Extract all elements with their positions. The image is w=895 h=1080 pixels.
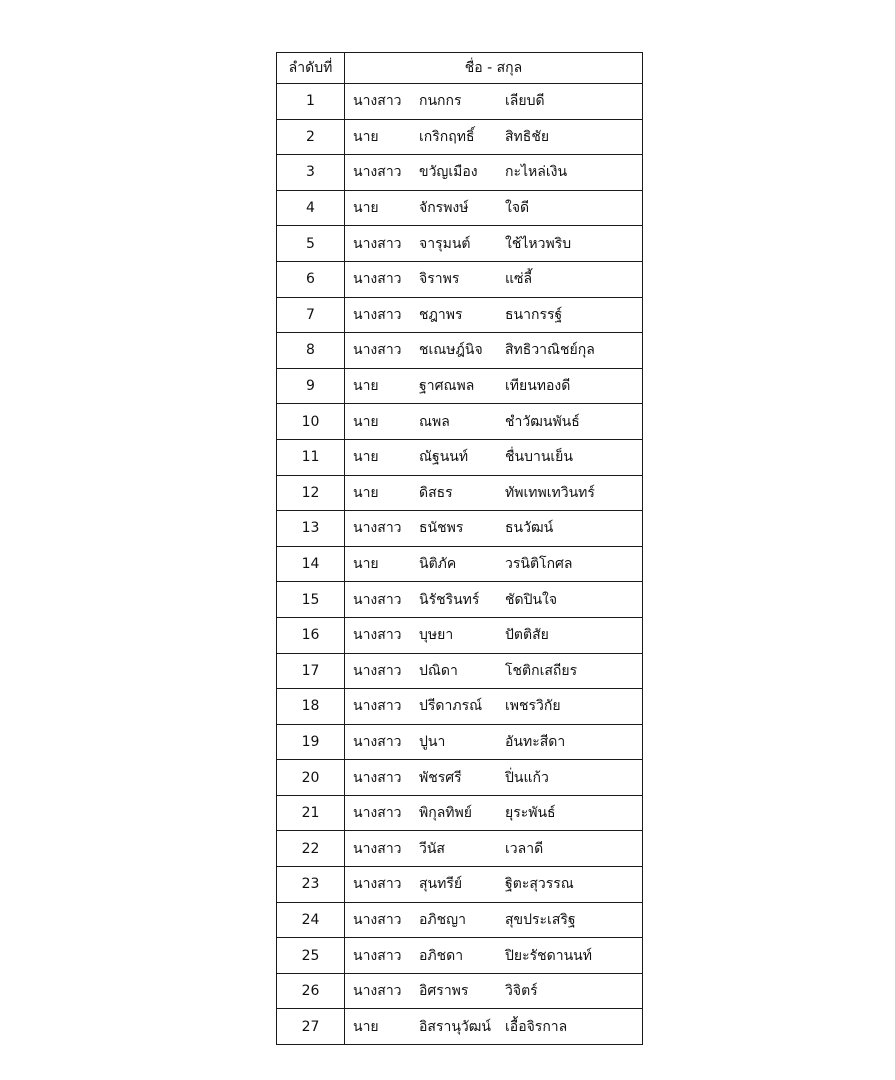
- first-name: ธนัชพร: [419, 520, 464, 537]
- table-row: [277, 724, 643, 760]
- first-name: บุษยา: [419, 627, 454, 644]
- last-name: เทียนทองดี: [505, 378, 571, 395]
- full-name-cell: [345, 795, 643, 831]
- full-name-cell: [345, 973, 643, 1009]
- name-title: นางสาว: [353, 662, 402, 679]
- table-row: [277, 689, 643, 725]
- last-name: ธนวัฒน์: [505, 520, 554, 537]
- table-row: [277, 404, 643, 440]
- last-name: ธนากรรฐ์: [505, 306, 563, 323]
- row-number: 11: [277, 439, 345, 475]
- name-title: นางสาว: [353, 520, 402, 537]
- row-number: 4: [277, 190, 345, 226]
- last-name: โชติกเสถียร: [505, 662, 578, 679]
- row-number: 20: [277, 760, 345, 796]
- row-number: 7: [277, 297, 345, 333]
- table-row: [277, 831, 643, 867]
- first-name: ดิสธร: [419, 484, 453, 501]
- first-name: จักรพงษ์: [419, 200, 469, 217]
- row-number: 18: [277, 689, 345, 725]
- name-title: นาย: [353, 413, 379, 430]
- first-name: อิสรานุวัฒน์: [419, 1018, 491, 1035]
- row-number: 25: [277, 938, 345, 974]
- last-name: เวลาดี: [505, 840, 544, 857]
- last-name: ชื่นบานเย็น: [505, 449, 573, 466]
- row-number: 26: [277, 973, 345, 1009]
- first-name: อภิชญา: [419, 911, 466, 928]
- first-name: อิศราพร: [419, 983, 469, 1000]
- last-name: แซ่ลี้: [505, 271, 533, 288]
- table-row: [277, 475, 643, 511]
- table-row: [277, 261, 643, 297]
- first-name: วีนัส: [419, 840, 445, 857]
- full-name-cell: [345, 511, 643, 547]
- full-name-cell: [345, 155, 643, 191]
- name-title: นางสาว: [353, 591, 402, 608]
- last-name: ยุระพันธ์: [505, 805, 556, 822]
- last-name: ปิ่นแก้ว: [505, 769, 549, 786]
- table-row: [277, 582, 643, 618]
- table-row: [277, 190, 643, 226]
- full-name-cell: [345, 938, 643, 974]
- first-name: ปณิดา: [419, 662, 458, 679]
- first-name: ปูนา: [419, 733, 446, 750]
- table-row: [277, 795, 643, 831]
- name-title: นาย: [353, 1018, 379, 1035]
- row-number: 24: [277, 902, 345, 938]
- first-name: ฐาศณพล: [419, 378, 475, 395]
- full-name-cell: [345, 226, 643, 262]
- table-row: [277, 653, 643, 689]
- name-title: นางสาว: [353, 876, 402, 893]
- full-name-cell: [345, 617, 643, 653]
- first-name: นิติภัค: [419, 556, 457, 573]
- row-number: 14: [277, 546, 345, 582]
- full-name-cell: [345, 546, 643, 582]
- full-name-cell: [345, 689, 643, 725]
- full-name-cell: [345, 333, 643, 369]
- row-number: 19: [277, 724, 345, 760]
- last-name: ชำวัฒนพันธ์: [505, 413, 580, 430]
- first-name: ชเณษฎ์นิจ: [419, 342, 483, 359]
- row-number: 15: [277, 582, 345, 618]
- last-name: ฐิตะสุวรรณ: [505, 876, 574, 893]
- table-row: [277, 226, 643, 262]
- row-number: 3: [277, 155, 345, 191]
- table-row: [277, 297, 643, 333]
- first-name: พัชรศรี: [419, 769, 462, 786]
- name-title: นางสาว: [353, 805, 402, 822]
- table-row: [277, 333, 643, 369]
- last-name: อันทะสีดา: [505, 733, 566, 750]
- name-title: นางสาว: [353, 235, 402, 252]
- first-name: พิกุลทิพย์: [419, 805, 472, 822]
- full-name-cell: [345, 190, 643, 226]
- table-row: [277, 546, 643, 582]
- first-name: กนกกร: [419, 93, 462, 110]
- last-name: ใจดี: [505, 200, 530, 217]
- table-header: [277, 53, 643, 84]
- first-name: ณพล: [419, 413, 450, 430]
- name-title: นาย: [353, 449, 379, 466]
- full-name-cell: [345, 831, 643, 867]
- name-title: นางสาว: [353, 627, 402, 644]
- full-name-cell: [345, 867, 643, 903]
- table-row: [277, 760, 643, 796]
- name-title: นางสาว: [353, 306, 402, 323]
- last-name: ใช้ไหวพริบ: [505, 235, 572, 252]
- full-name-cell: [345, 84, 643, 120]
- row-number: 9: [277, 368, 345, 404]
- first-name: เกริกฤทธิ์: [419, 128, 475, 145]
- table-row: [277, 84, 643, 120]
- name-title: นาย: [353, 556, 379, 573]
- full-name-cell: [345, 368, 643, 404]
- table-row: [277, 617, 643, 653]
- last-name: ปัตติสัย: [505, 627, 549, 644]
- last-name: ปิยะรัชดานนท์: [505, 947, 592, 964]
- last-name: ชัดปินใจ: [505, 591, 558, 608]
- first-name: ชฎาพร: [419, 306, 463, 323]
- table-row: [277, 1009, 643, 1045]
- last-name: วิจิตร์: [505, 983, 538, 1000]
- full-name-cell: [345, 724, 643, 760]
- full-name-cell: [345, 439, 643, 475]
- full-name-cell: [345, 261, 643, 297]
- row-number: 6: [277, 261, 345, 297]
- table-row: [277, 867, 643, 903]
- table-row: [277, 902, 643, 938]
- row-number: 22: [277, 831, 345, 867]
- table-row: [277, 368, 643, 404]
- row-number: 5: [277, 226, 345, 262]
- last-name: เอื้อจิรกาล: [505, 1018, 568, 1035]
- row-number: 12: [277, 475, 345, 511]
- table-row: [277, 439, 643, 475]
- full-name-cell: [345, 475, 643, 511]
- full-name-cell: [345, 119, 643, 155]
- first-name: ณัฐนนท์: [419, 449, 469, 466]
- first-name: สุนทรีย์: [419, 876, 463, 893]
- first-name: จิราพร: [419, 271, 460, 288]
- last-name: สิทธิชัย: [505, 128, 550, 145]
- header-row: [277, 53, 643, 84]
- name-title: นาย: [353, 128, 379, 145]
- row-number: 10: [277, 404, 345, 440]
- last-name: สุขประเสริฐ: [505, 911, 576, 928]
- name-title: นางสาว: [353, 271, 402, 288]
- header-number: ลำดับที่: [277, 53, 345, 84]
- row-number: 8: [277, 333, 345, 369]
- name-title: นาย: [353, 484, 379, 501]
- last-name: เลียบดี: [505, 93, 545, 110]
- full-name-cell: [345, 760, 643, 796]
- name-title: นาย: [353, 200, 379, 217]
- full-name-cell: [345, 902, 643, 938]
- name-title: นางสาว: [353, 93, 402, 110]
- name-title: นางสาว: [353, 769, 402, 786]
- last-name: สิทธิวาณิชย์กุล: [505, 342, 595, 359]
- first-name: นิรัชรินทร์: [419, 591, 480, 608]
- row-number: 27: [277, 1009, 345, 1045]
- table-row: [277, 973, 643, 1009]
- table-row: [277, 938, 643, 974]
- row-number: 17: [277, 653, 345, 689]
- row-number: 13: [277, 511, 345, 547]
- full-name-cell: [345, 1009, 643, 1045]
- table-row: [277, 119, 643, 155]
- last-name: ทัพเทพเทวินทร์: [505, 484, 595, 501]
- first-name: อภิชดา: [419, 947, 464, 964]
- last-name: กะไหล่เงิน: [505, 164, 568, 181]
- row-number: 23: [277, 867, 345, 903]
- name-title: นางสาว: [353, 698, 402, 715]
- full-name-cell: [345, 582, 643, 618]
- row-number: 21: [277, 795, 345, 831]
- row-number: 16: [277, 617, 345, 653]
- full-name-cell: [345, 653, 643, 689]
- full-name-cell: [345, 297, 643, 333]
- name-title: นางสาว: [353, 164, 402, 181]
- table-body: [277, 84, 643, 1045]
- table-row: [277, 155, 643, 191]
- first-name: ปรีดาภรณ์: [419, 698, 483, 715]
- name-title: นางสาว: [353, 983, 402, 1000]
- name-list-table: [276, 52, 643, 1045]
- full-name-cell: [345, 404, 643, 440]
- row-number: 2: [277, 119, 345, 155]
- name-title: นางสาว: [353, 342, 402, 359]
- row-number: 1: [277, 84, 345, 120]
- first-name: จารุมนต์: [419, 235, 471, 252]
- name-title: นาย: [353, 378, 379, 395]
- name-title: นางสาว: [353, 840, 402, 857]
- header-name: ชื่อ - สกุล: [345, 53, 643, 84]
- name-title: นางสาว: [353, 911, 402, 928]
- table-row: [277, 511, 643, 547]
- name-title: นางสาว: [353, 947, 402, 964]
- name-title: นางสาว: [353, 733, 402, 750]
- last-name: วรนิติโกศล: [505, 556, 573, 573]
- first-name: ขวัญเมือง: [419, 164, 478, 181]
- last-name: เพชรวิกัย: [505, 698, 561, 715]
